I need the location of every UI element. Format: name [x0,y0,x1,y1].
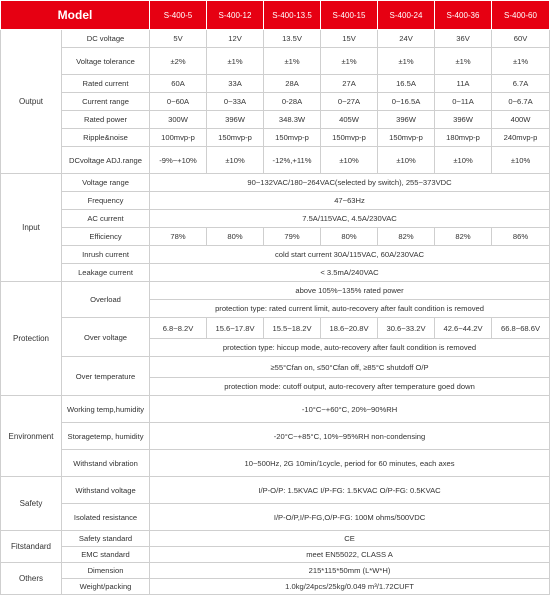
spec-value: 28A [264,75,321,93]
spec-value: 80% [321,228,378,246]
spec-value: 300W [150,111,207,129]
spec-value: 5V [150,30,207,48]
spec-value: 82% [378,228,435,246]
spec-note: protection type: rated current limit, auto-recovery after fault condition is removed [150,300,550,318]
category-others: Others [1,563,62,595]
param-label: Voltage tolerance [62,48,150,75]
param-label: Withstand vibration [62,450,150,477]
param-label: DC voltage [62,30,150,48]
spec-value: I/P-O/P,I/P-FG,O/P-FG: 100M ohms/500VDC [150,504,550,531]
spec-value: 396W [378,111,435,129]
spec-note: protection type: hiccup mode, auto-recovery after fault condition is removed [150,339,550,357]
spec-value: meet EN55022, CLASS A [150,547,550,563]
model-name: S-400-5 [150,1,207,30]
spec-value: 60A [150,75,207,93]
spec-value: ±1% [264,48,321,75]
spec-value: 240mvp-p [492,129,550,147]
spec-value: < 3.5mA/240VAC [150,264,550,282]
spec-value: ±10% [435,147,492,174]
spec-value: 348.3W [264,111,321,129]
spec-value: 30.6~33.2V [378,318,435,339]
spec-value: 0~6.7A [492,93,550,111]
spec-value: -9%~+10% [150,147,207,174]
spec-value: above 105%~135% rated power [150,282,550,300]
param-label: Rated power [62,111,150,129]
param-label: Isolated resistance [62,504,150,531]
model-name: S-400-15 [321,1,378,30]
spec-row [1,563,550,579]
spec-value: 12V [207,30,264,48]
model-name: S-400-36 [435,1,492,30]
spec-row [1,282,550,300]
param-label: Withstand voltage [62,477,150,504]
spec-row [1,357,550,378]
spec-value: 10~500Hz, 2G 10min/1cycle, period for 60 minutes, each axes [150,450,550,477]
model-name: S-400-60 [492,1,550,30]
spec-value: CE [150,531,550,547]
param-label: AC current [62,210,150,228]
param-label: Inrush current [62,246,150,264]
spec-value: 33A [207,75,264,93]
spec-value: 6.8~8.2V [150,318,207,339]
spec-value: 0~16.5A [378,93,435,111]
spec-value: 7.5A/115VAC, 4.5A/230VAC [150,210,550,228]
spec-value: 150mvp-p [264,129,321,147]
spec-value: ±10% [378,147,435,174]
spec-value: 15.6~17.8V [207,318,264,339]
spec-row [1,246,550,264]
spec-value: 79% [264,228,321,246]
spec-row [1,264,550,282]
param-label: Overload [62,282,150,318]
spec-note: protection mode: cutoff output, auto-recovery after temperature goed down [150,378,550,396]
spec-value: 86% [492,228,550,246]
spec-value: ±1% [207,48,264,75]
spec-value: 0~11A [435,93,492,111]
spec-value: 47~63Hz [150,192,550,210]
param-label: Safety standard [62,531,150,547]
param-label: Over temperature [62,357,150,396]
spec-value: 13.5V [264,30,321,48]
spec-value: 0-28A [264,93,321,111]
spec-value: ±10% [207,147,264,174]
spec-value: 405W [321,111,378,129]
spec-row [1,174,550,192]
spec-row [1,192,550,210]
spec-value: 24V [378,30,435,48]
category-output: Output [1,30,62,174]
spec-value: I/P-O/P: 1.5KVAC I/P-FG: 1.5KVAC O/P-FG: 0.5KVAC [150,477,550,504]
spec-value: 16.5A [378,75,435,93]
category-protection: Protection [1,282,62,396]
spec-value: 15V [321,30,378,48]
spec-row [1,531,550,547]
spec-value: ±10% [321,147,378,174]
spec-value: cold start current 30A/115VAC, 60A/230VAC [150,246,550,264]
spec-value: 215*115*50mm (L*W*H) [150,563,550,579]
spec-row [1,396,550,423]
spec-row [1,504,550,531]
category-input: Input [1,174,62,282]
spec-value: ±1% [435,48,492,75]
spec-value: 0~60A [150,93,207,111]
param-label: Voltage range [62,174,150,192]
spec-value: ±2% [150,48,207,75]
model-header: Model [1,1,150,30]
param-label: Frequency [62,192,150,210]
param-label: Rated current [62,75,150,93]
spec-value: 396W [207,111,264,129]
spec-value: 1.0kg/24pcs/25kg/0.049 m³/1.72CUFT [150,579,550,595]
spec-row [1,111,550,129]
spec-value: 66.8~68.6V [492,318,550,339]
spec-value: 18.6~20.8V [321,318,378,339]
param-label: DCvoltage ADJ.range [62,147,150,174]
spec-value: ≥55°Cfan on, ≤50°Cfan off, ≥85°C shutdoff O/P [150,357,550,378]
spec-value: 11A [435,75,492,93]
spec-value: -20°C~+85°C, 10%~95%RH non-condensing [150,423,550,450]
param-label: Efficiency [62,228,150,246]
spec-value: 60V [492,30,550,48]
header-row [1,1,550,30]
spec-row [1,30,550,48]
spec-value: 90~132VAC/180~264VAC(selected by switch), 255~373VDC [150,174,550,192]
spec-value: 78% [150,228,207,246]
spec-row [1,318,550,339]
spec-value: -10°C~+60°C, 20%~90%RH [150,396,550,423]
param-label: EMC standard [62,547,150,563]
spec-row [1,48,550,75]
param-label: Weight/packing [62,579,150,595]
spec-value: 27A [321,75,378,93]
spec-row [1,228,550,246]
spec-value: 15.5~18.2V [264,318,321,339]
spec-value: 180mvp-p [435,129,492,147]
spec-value: ±1% [378,48,435,75]
spec-row [1,547,550,563]
spec-value: 82% [435,228,492,246]
category-safety: Safety [1,477,62,531]
param-label: Storagetemp, humidity [62,423,150,450]
param-label: Working temp,humidity [62,396,150,423]
spec-value: 100mvp-p [150,129,207,147]
spec-row [1,147,550,174]
spec-row [1,210,550,228]
spec-value: 150mvp-p [321,129,378,147]
param-label: Over voltage [62,318,150,357]
spec-value: 0~33A [207,93,264,111]
param-label: Current range [62,93,150,111]
spec-value: 150mvp-p [207,129,264,147]
spec-row [1,579,550,595]
spec-row [1,450,550,477]
model-name: S-400-13.5 [264,1,321,30]
spec-value: 6.7A [492,75,550,93]
spec-value: ±1% [321,48,378,75]
spec-value: ±1% [492,48,550,75]
spec-row [1,423,550,450]
spec-row [1,129,550,147]
spec-value: -12%,+11% [264,147,321,174]
param-label: Ripple&noise [62,129,150,147]
spec-value: 400W [492,111,550,129]
model-name: S-400-24 [378,1,435,30]
spec-value: 80% [207,228,264,246]
spec-row [1,75,550,93]
spec-row [1,477,550,504]
spec-value: 396W [435,111,492,129]
category-environment: Environment [1,396,62,477]
param-label: Leakage current [62,264,150,282]
spec-row [1,93,550,111]
spec-value: 0~27A [321,93,378,111]
spec-value: 42.6~44.2V [435,318,492,339]
category-fitstandard: Fitstandard [1,531,62,563]
spec-value: ±10% [492,147,550,174]
spec-value: 36V [435,30,492,48]
model-name: S-400-12 [207,1,264,30]
spec-value: 150mvp-p [378,129,435,147]
param-label: Dimension [62,563,150,579]
